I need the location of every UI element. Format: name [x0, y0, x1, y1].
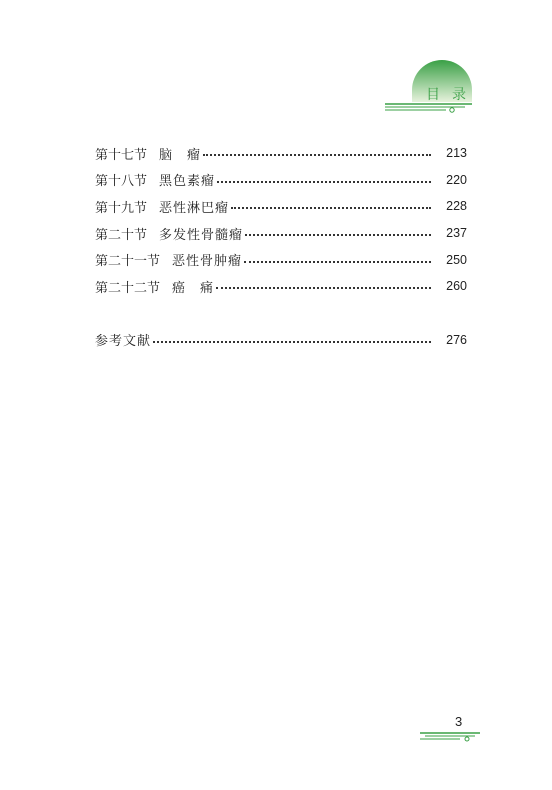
- toc-title: 多发性骨髓瘤: [159, 227, 244, 243]
- toc-entry[interactable]: [95, 246, 467, 273]
- footer: [415, 710, 485, 750]
- toc-page-number: 220: [446, 172, 467, 187]
- table-of-contents: [95, 140, 467, 353]
- toc-section: 第十七节: [95, 147, 148, 163]
- header-title: 目录: [426, 87, 478, 103]
- toc-leader-dots: [245, 234, 431, 236]
- header-ornament: [380, 40, 490, 120]
- toc-entry[interactable]: [95, 220, 467, 247]
- toc-page-number: 250: [446, 252, 467, 267]
- toc-title: 脑 瘤: [159, 147, 202, 163]
- toc-leader-dots: [153, 341, 431, 343]
- toc-entry[interactable]: [95, 273, 467, 300]
- toc-title: 癌 痛: [172, 280, 215, 296]
- toc-section: 第十八节: [95, 174, 148, 190]
- toc-entry-references[interactable]: [95, 327, 467, 354]
- toc-page-number: 237: [446, 226, 467, 241]
- toc-page-number: 228: [446, 199, 467, 214]
- toc-spacer: [95, 300, 467, 327]
- toc-leader-dots: [217, 181, 431, 183]
- header-dot-icon: [450, 108, 454, 112]
- toc-page-number: 213: [446, 146, 467, 161]
- toc-section: 第二十一节: [95, 254, 161, 270]
- page-number: 3: [455, 714, 463, 729]
- toc-entry[interactable]: [95, 140, 467, 167]
- toc-section: 第十九节: [95, 200, 148, 216]
- toc-section: 第二十节: [95, 227, 148, 243]
- footer-decoration-graphic: [415, 710, 485, 750]
- toc-title: 参考文献: [95, 334, 152, 350]
- toc-leader-dots: [231, 207, 431, 209]
- toc-section: 第二十二节: [95, 280, 161, 296]
- toc-leader-dots: [216, 287, 431, 289]
- header-decoration-graphic: [380, 40, 490, 120]
- toc-title: 恶性骨肿瘤: [172, 254, 243, 270]
- toc-title: 黑色素瘤: [159, 174, 216, 190]
- footer-dot-icon: [465, 737, 469, 741]
- toc-leader-dots: [203, 154, 431, 156]
- toc-title: 恶性淋巴瘤: [159, 200, 230, 216]
- toc-entry[interactable]: [95, 167, 467, 194]
- toc-entry[interactable]: [95, 193, 467, 220]
- toc-leader-dots: [244, 261, 431, 263]
- toc-page-number: 276: [446, 332, 467, 347]
- toc-page-number: 260: [446, 279, 467, 294]
